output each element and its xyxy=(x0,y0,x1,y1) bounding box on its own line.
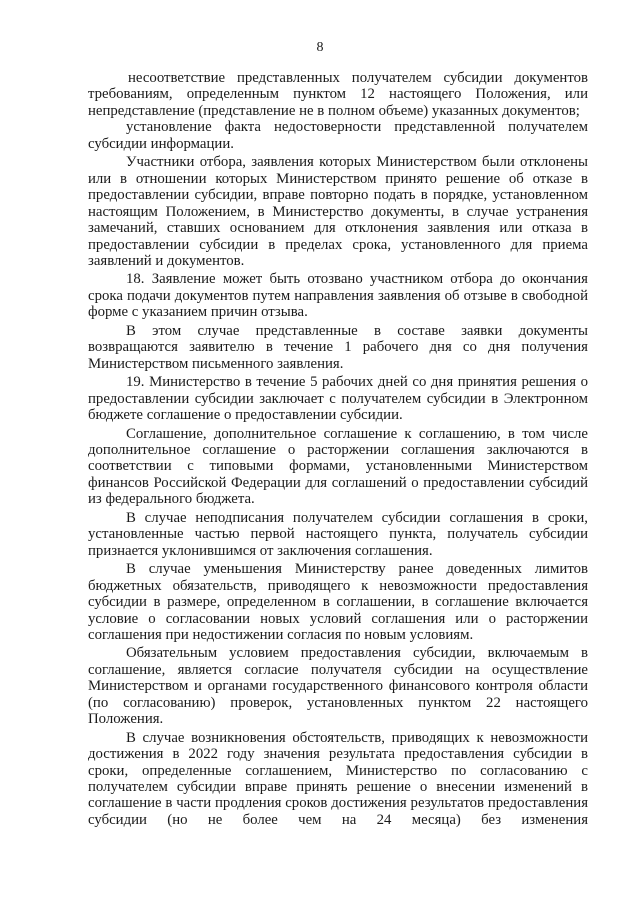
paragraph-unreliable-info: установление факта недостоверности представленной получателем субсидии информации. xyxy=(88,119,588,152)
paragraph-limits-reduction: В случае уменьшения Министерству ранее доведенных лимитов бюджетных обязательств, приводящего к невозможности предоставления субсидии в размере, определенном в соглашении, в соглашение включается условие о согласовании новых условий соглашения или о расторжении соглашения при недостижении согласия по новым условиям. xyxy=(88,561,588,643)
paragraph-mandatory-condition: Обязательным условием предоставления субсидии, включаемым в соглашение, является согласие получателя субсидии на осуществление Министерством и органами государственного финансового контроля области (по согласованию) проверок, установленных пунктом 22 настоящего Положения. xyxy=(88,645,588,728)
paragraph-documents-return: В этом случае представленные в составе заявки документы возвращаются заявителю в течение 1 рабочего дня со дня получения Министерством письменного заявления. xyxy=(88,322,588,372)
document-body xyxy=(88,70,588,828)
page-number: 8 xyxy=(316,40,324,55)
paragraph-resubmission: Участники отбора, заявления которых Министерством были отклонены или в отношении которых Министерством принято решение об отказе в предоставлении субсидии, вправе повторно подать в порядке, установленном настоящим Положением, в Министерство документы, в случае устранения замечаний, ставших основанием для отклонения заявления или отказа в предоставлении субсидии в пределах срока, установленного для приема заявлений и документов. xyxy=(88,154,588,269)
paragraph-inconsistency: несоответствие представленных получателем субсидии документов требованиям, определенным пунктом 12 настоящего Положения, или непредставление (представление не в полном объеме) указанных документов; xyxy=(88,70,588,119)
paragraph-18-withdrawal: 18. Заявление может быть отозвано участником отбора до окончания срока подачи документов путем направления заявления об отзыве в свободной форме с указанием причин отзыва. xyxy=(88,271,588,321)
paragraph-19-agreement: 19. Министерство в течение 5 рабочих дней со дня принятия решения о предоставлении субсидии заключает с получателем субсидии в Электронном бюджете соглашение о предоставлении субсидии. xyxy=(88,374,588,424)
paragraph-typical-forms: Соглашение, дополнительное соглашение к соглашению, в том числе дополнительное соглашение о расторжении соглашения заключаются в соответствии с типовыми формами, установленными Министерством финансов Российской Федерации для соглашений о предоставлении субсидий из федерального бюджета. xyxy=(88,425,588,508)
paragraph-non-signing: В случае неподписания получателем субсидии соглашения в сроки, установленные частью первой настоящего пункта, получатель субсидии признается уклонившимся от заключения соглашения. xyxy=(88,509,588,559)
paragraph-circumstances: В случае возникновения обстоятельств, приводящих к невозможности достижения в 2022 году значения результата предоставления субсидии в сроки, определенные соглашением, Министерство по согласованию с получателем субсидии вправе принять решение о внесении изменений в соглашение в части продления сроков достижения результатов предоставления субсидии (но не более чем на 24 месяца) без изменения xyxy=(88,729,588,828)
